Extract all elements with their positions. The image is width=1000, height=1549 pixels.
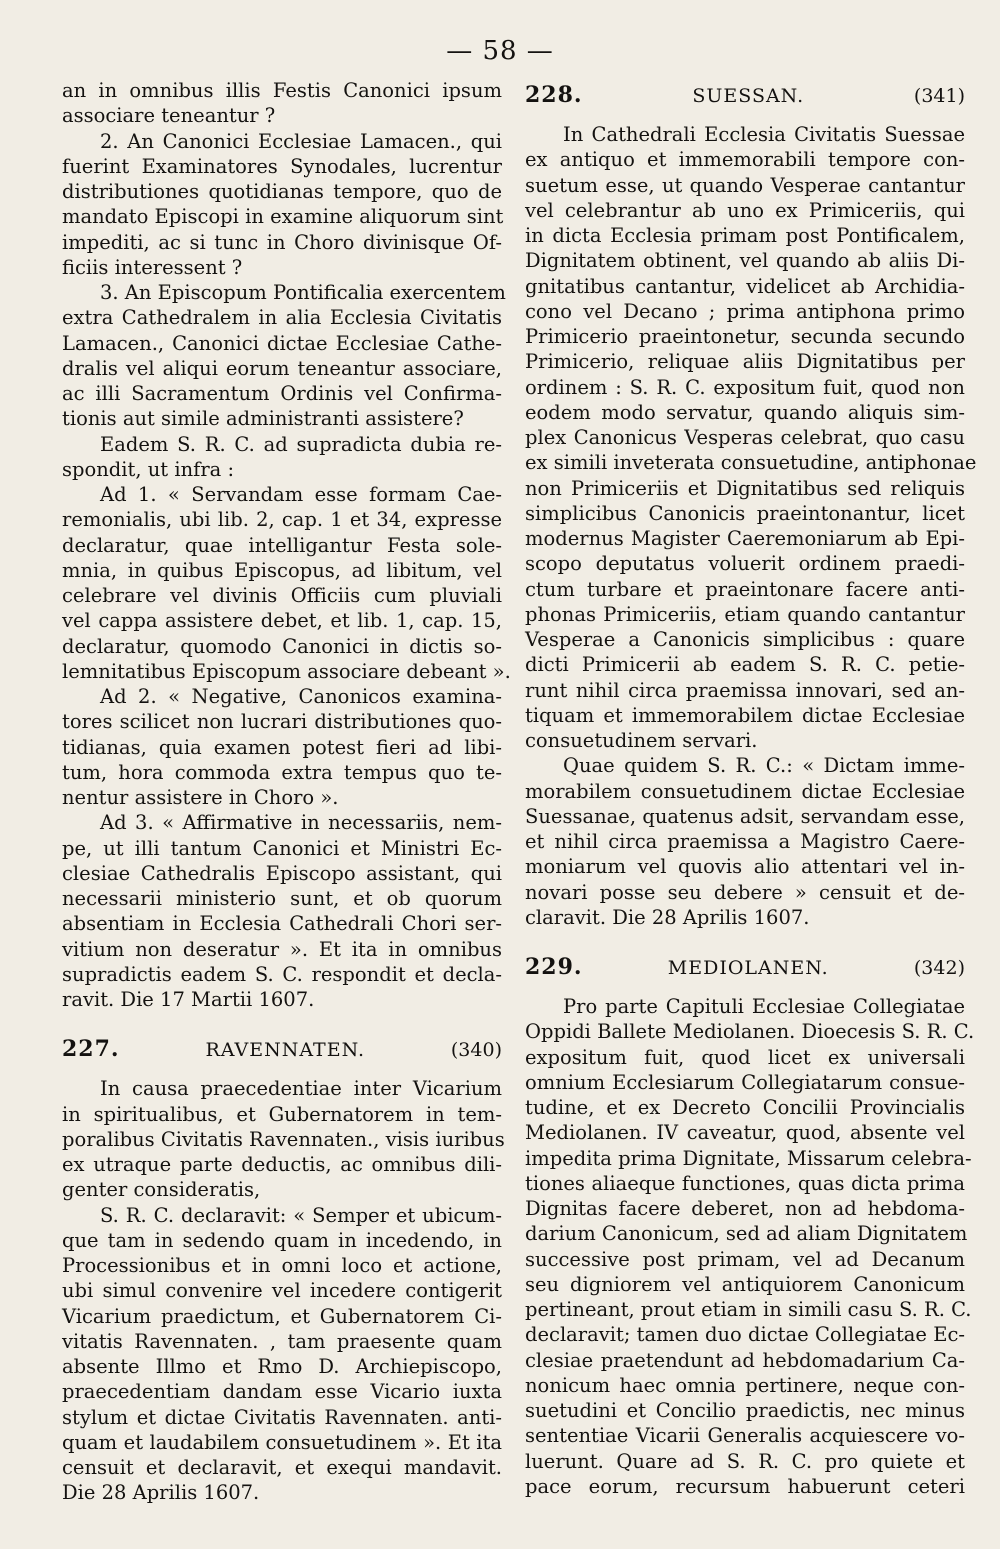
text-line: ficiis interessent ? — [62, 255, 243, 279]
text-line: genter consideratis, — [62, 1178, 261, 1202]
text-line: plex Canonicus Vesperas celebrat, quo casu — [525, 426, 965, 449]
text-line: tiones aliaeque functiones, quas dicta prima — [525, 1171, 965, 1195]
text-line: novari posse seu debere » censuit et de- — [525, 880, 965, 904]
text-line: necessarii ministerio sunt, et ob quorum — [62, 887, 502, 910]
text-line: tidianas, quia examen potest fieri ad libi- — [62, 735, 502, 759]
text-line: declaratur, quomodo Canonici in dictis so- — [62, 634, 502, 658]
text-line: gnitatibus cantantur, videlicet ab Archidia- — [525, 274, 965, 298]
text-line: moniarum vel quovis alio attentari vel in- — [525, 855, 965, 879]
text-line: claravit. Die 28 Aprilis 1607. — [525, 905, 810, 929]
text-line: tores scilicet non lucrari distributiones quo- — [62, 710, 502, 734]
text-line: poralibus Civitatis Ravennaten., visis iuribus — [62, 1127, 505, 1151]
section-reference: (342) — [913, 957, 965, 979]
text-line: successive post primam, vel ad Decanum — [525, 1247, 965, 1271]
text-line: Eadem S. R. C. ad supradicta dubia re- — [100, 432, 502, 456]
text-line: cono vel Decano ; prima antiphona primo — [525, 299, 965, 323]
text-line: que tam in sedendo quam in incedendo, in — [62, 1228, 502, 1252]
text-line: non Primiceriis et Dignitatibus sed reliquis — [525, 476, 965, 500]
section-place: RAVENNATEN. — [205, 1039, 366, 1062]
text-line: dralis vel aliqui eorum teneantur associare, — [62, 356, 502, 380]
right-text-block-b — [525, 994, 975, 1499]
text-line: Oppidi Ballete Mediolanen. Dioecesis S. R. C. — [525, 1020, 975, 1044]
text-line: clesiae Cathedralis Episcopo assistant, qui — [62, 861, 502, 885]
text-line: ordinem : S. R. C. expositum fuit, quod non — [525, 375, 965, 399]
left-text-block-b — [62, 1076, 505, 1505]
right-text-block-a — [525, 122, 977, 930]
text-line: vel celebrantur ab uno ex Primiceriis, qui — [525, 198, 965, 222]
text-line: praecedentiam dandam esse Vicario iuxta — [62, 1380, 502, 1404]
text-line: sententiae Vicarii Generalis acquiescere vo- — [525, 1424, 965, 1448]
left-text-block-a — [62, 78, 511, 1012]
text-line: in spiritualibus, et Gubernatorem in tem- — [62, 1102, 502, 1126]
text-line: In causa praecedentiae inter Vicarium — [100, 1077, 502, 1101]
text-line: runt nihil circa praemissa innovari, sed an- — [525, 678, 965, 702]
text-line: an in omnibus illis Festis Canonici ipsum — [62, 79, 502, 102]
text-line: quam et laudabilem consuetudinem ». Et ita — [62, 1430, 502, 1454]
text-line: seu digniorem vel antiquiorem Canonicum — [525, 1272, 965, 1296]
text-line: eodem modo servatur, quando aliquis sim- — [525, 400, 965, 424]
section-heading-229 — [525, 950, 965, 984]
text-line: Dignitatem obtinent, vel quando ab aliis Di- — [525, 249, 965, 273]
text-line: impedita prima Dignitate, Missarum celebra- — [525, 1146, 972, 1170]
text-line: simplicibus Canonicis praeintonantur, licet — [525, 501, 965, 525]
text-line: tiquam et immemorabilem dictae Ecclesiae — [525, 703, 965, 727]
text-line: vitatis Ravennaten. , tam praesente quam — [62, 1329, 502, 1353]
text-line: nentur assistere in Choro ». — [62, 786, 339, 809]
text-line: ex utraque parte deductis, ac omnibus dili- — [62, 1153, 502, 1176]
page-number: — 58 — — [446, 36, 554, 66]
text-line: absentiam in Ecclesia Cathedrali Chori ser- — [62, 912, 502, 936]
text-line: Pro parte Capituli Ecclesiae Collegiatae — [563, 995, 965, 1018]
text-line: stylum et dictae Civitatis Ravennaten. anti- — [62, 1405, 502, 1429]
text-line: ac illi Sacramentum Ordinis vel Confirma- — [62, 382, 502, 405]
text-line: et nihil circa praemissa a Magistro Caere- — [525, 830, 965, 853]
text-line: pace eorum, recursum habuerunt ceteri — [525, 1474, 965, 1498]
text-line: darium Canonicum, sed ad aliam Dignitatem — [525, 1222, 968, 1246]
section-number: 229. — [525, 954, 583, 980]
text-line: 2. An Canonici Ecclesiae Lamacen., qui — [100, 129, 502, 153]
text-line: scopo deputatus voluerit ordinem praedi- — [525, 552, 965, 576]
text-line: Primicerio, reliquae aliis Dignitatibus per — [525, 350, 965, 374]
text-line: Suessanae, quatenus adsit, servandam esse, — [525, 804, 965, 828]
text-line: supradictis eadem S. C. respondit et decla- — [62, 962, 502, 986]
text-line: declaratur, quae intelligantur Festa sole- — [62, 533, 502, 557]
text-line: suetum esse, ut quando Vesperae cantantur — [525, 173, 965, 197]
text-line: clesiae praetendunt ad hebdomadarium Ca- — [525, 1348, 965, 1372]
section-heading-227 — [62, 1032, 502, 1066]
text-line: suetudini et Concilio praedictis, nec minus — [525, 1399, 965, 1422]
text-line: expositum fuit, quod licet ex universali — [525, 1045, 965, 1069]
text-line: nonicum haec omnia pertinere, neque con- — [525, 1373, 965, 1397]
section-place: MEDIOLANEN. — [667, 957, 829, 979]
text-line: ex antiquo et immemorabili tempore con- — [525, 148, 965, 172]
left-column — [62, 78, 511, 1506]
text-line: lemnitatibus Episcopum associare debeant ». — [62, 659, 511, 683]
text-line: declaravit; tamen duo dictae Collegiatae Ec- — [525, 1323, 965, 1347]
text-line: ubi simul convenire vel incedere contigerit — [62, 1279, 502, 1303]
text-line: ctum turbare et praeintonare facere anti- — [525, 577, 965, 601]
text-line: tum, hora commoda extra tempus quo te- — [62, 760, 502, 784]
section-reference: (341) — [913, 85, 965, 107]
text-line: S. R. C. declaravit: « Semper et ubicum- — [100, 1203, 502, 1227]
text-line: In Cathedrali Ecclesia Civitatis Suessae — [563, 123, 965, 146]
section-number: 227. — [62, 1036, 120, 1063]
text-line: Vesperae a Canonicis simplicibus : quare — [525, 628, 965, 651]
right-column — [525, 78, 977, 1499]
text-line: Ad 1. « Servandam esse formam Cae- — [100, 483, 502, 506]
text-line: vitium non deseratur ». Et ita in omnibus — [62, 937, 502, 961]
text-line: Lamacen., Canonici dictae Ecclesiae Cathe- — [62, 331, 502, 355]
text-line: impediti, ac si tunc in Choro divinisque Of- — [62, 230, 502, 254]
text-line: luerunt. Quare ad S. R. C. pro quiete et — [525, 1449, 965, 1473]
section-place: SUESSAN. — [692, 85, 805, 107]
text-line: modernus Magister Caeremoniarum ab Epi- — [525, 527, 965, 550]
text-line: mandato Episcopi in examine aliquorum sint — [62, 205, 504, 229]
text-line: censuit et declaravit, et exequi mandavit. — [62, 1456, 502, 1479]
text-line: distributiones quotidianas tempore, quo de — [62, 180, 502, 203]
section-reference: (340) — [450, 1039, 502, 1062]
text-line: extra Cathedralem in alia Ecclesia Civitatis — [62, 306, 502, 330]
text-line: spondit, ut infra : — [62, 457, 235, 481]
text-line: vel cappa assistere debet, et lib. 1, cap. 15, — [62, 609, 502, 633]
text-line: consuetudinem servari. — [525, 729, 758, 752]
text-line: Ad 3. « Affirmative in necessariis, nem- — [100, 811, 502, 835]
text-line: pertineant, prout etiam in simili casu S. R. C. — [525, 1298, 972, 1321]
text-line: mnia, in quibus Episcopus, ad libitum, vel — [62, 558, 502, 582]
text-line: in dicta Ecclesia primam post Pontificalem, — [525, 224, 965, 247]
text-line: remonialis, ubi lib. 2, cap. 1 et 34, expresse — [62, 508, 502, 532]
text-line: dicti Primicerii ab eadem S. R. C. petie- — [525, 653, 965, 677]
text-line: Dignitas facere deberet, non ad hebdoma- — [525, 1197, 965, 1220]
text-line: Primicerio praeintonetur, secunda secundo — [525, 325, 965, 348]
text-line: celebrare vel divinis Officiis cum pluviali — [62, 584, 502, 607]
text-line: associare teneantur ? — [62, 104, 276, 128]
section-number: 228. — [525, 82, 583, 108]
text-line: Ad 2. « Negative, Canonicos examina- — [100, 685, 502, 708]
text-line: Die 28 Aprilis 1607. — [62, 1481, 260, 1505]
text-line: ex simili inveterata consuetudine, antiphonae — [525, 451, 977, 475]
text-line: ravit. Die 17 Martii 1607. — [62, 988, 315, 1011]
text-line: Quae quidem S. R. C.: « Dictam imme- — [563, 754, 965, 778]
text-line: morabilem consuetudinem dictae Ecclesiae — [525, 779, 965, 803]
text-line: absente Illmo et Rmo D. Archiepiscopo, — [62, 1355, 502, 1378]
text-line: tudine, et ex Decreto Concilii Provincialis — [525, 1096, 965, 1119]
text-line: Mediolanen. IV caveatur, quod, absente vel — [525, 1121, 965, 1145]
section-heading-228 — [525, 78, 965, 112]
text-line: tionis aut simile administranti assistere? — [62, 407, 464, 431]
text-line: Processionibus et in omni loco et actione, — [62, 1254, 502, 1277]
text-line: omnium Ecclesiarum Collegiatarum consue- — [525, 1070, 965, 1094]
text-line: phonas Primiceriis, etiam quando cantantur — [525, 602, 965, 626]
text-line: Vicarium praedictum, et Gubernatorem Ci- — [62, 1304, 502, 1328]
text-line: pe, ut illi tantum Canonici et Ministri Ec- — [62, 836, 502, 860]
text-line: fuerint Examinatores Synodales, lucrentur — [62, 154, 502, 178]
text-line: 3. An Episcopum Pontificalia exercentem — [100, 281, 506, 304]
